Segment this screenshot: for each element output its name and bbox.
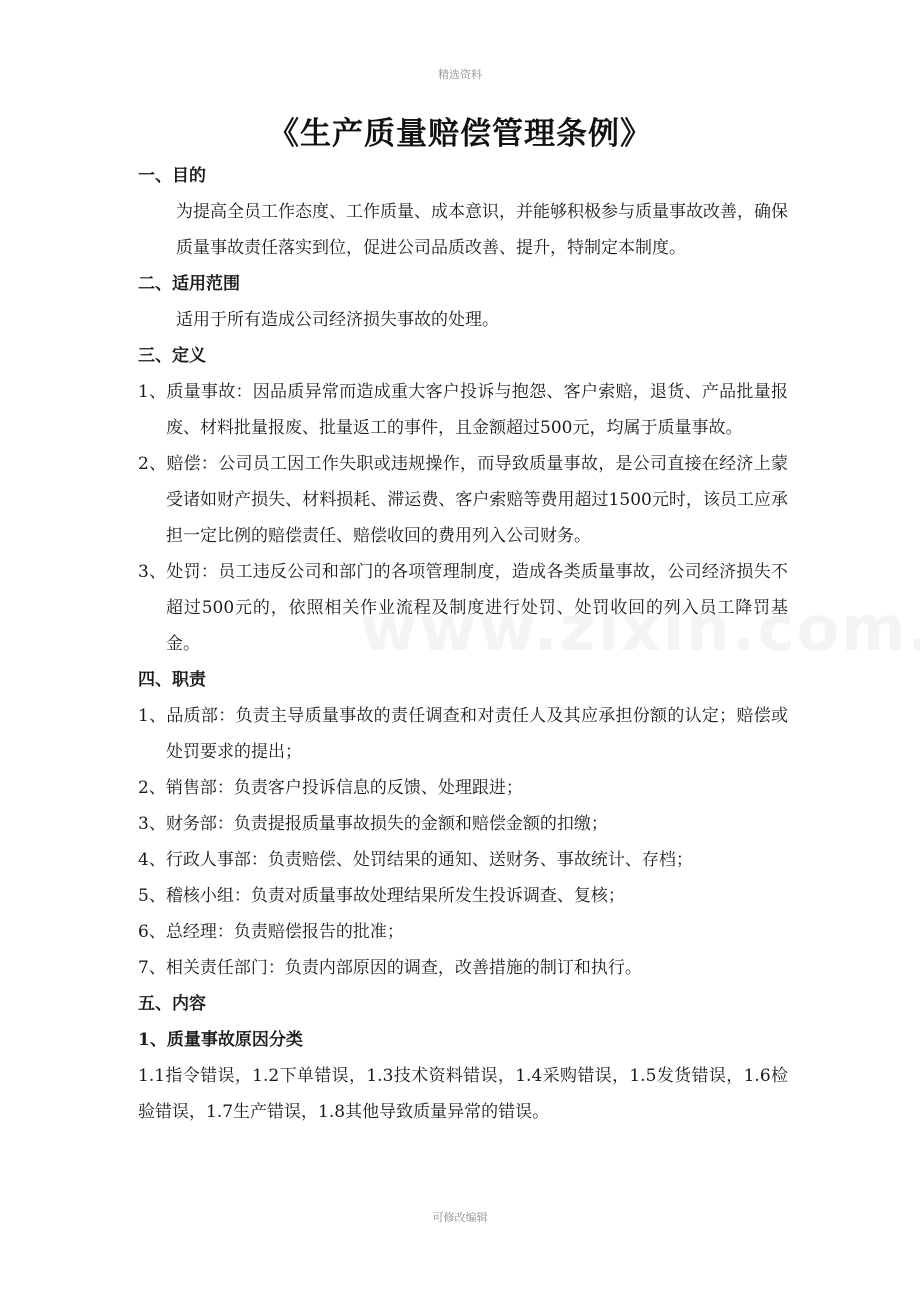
header-note: 精选资料: [438, 68, 482, 81]
section-paragraph-scope: 适用于所有造成公司经济损失事故的处理。: [176, 310, 499, 330]
subsection-heading-cause-classification: 1、质量事故原因分类: [138, 1030, 303, 1050]
section-paragraph-purpose: 为提高全员工作态度、工作质量、成本意识，并能够积极参与质量事故改善，确保质量事故责任落实到位，促进公司品质改善、提升，特制定本制度。: [176, 202, 788, 258]
document-body: [138, 158, 788, 1130]
section-heading-purpose: 一、目的: [138, 166, 206, 186]
responsibility-item: 7、相关责任部门：负责内部原因的调查，改善措施的制订和执行。: [138, 958, 642, 978]
responsibility-item: 1、品质部：负责主导质量事故的责任调查和对责任人及其应承担份额的认定；赔偿或处罚要求的提出；: [138, 706, 788, 762]
section-heading-content: 五、内容: [138, 994, 206, 1014]
footer-note: 可修改编辑: [432, 1211, 488, 1224]
responsibility-item: 2、销售部：负责客户投诉信息的反馈、处理跟进；: [138, 778, 523, 798]
definition-item: 1、质量事故：因品质异常而造成重大客户投诉与抱怨、客户索赔，退货、产品批量报废、材料批量报废、批量返工的事件，且金额超过500元，均属于质量事故。: [138, 382, 788, 438]
section-heading-definitions: 三、定义: [138, 346, 206, 366]
responsibility-item: 5、稽核小组：负责对质量事故处理结果所发生投诉调查、复核；: [138, 886, 625, 906]
definition-item: 2、赔偿：公司员工因工作失职或违规操作，而导致质量事故，是公司直接在经济上蒙受诸如财产损失、材料损耗、滞运费、客户索赔等费用超过1500元时，该员工应承担一定比例的赔偿责任、赔偿收回的费用列入公司财务。: [138, 454, 788, 546]
document-title: 《生产质量赔偿管理条例》: [268, 116, 652, 152]
section-paragraph-cause-classification: 1.1指令错误，1.2下单错误，1.3技术资料错误，1.4采购错误，1.5发货错误，1.6检验错误，1.7生产错误，1.8其他导致质量异常的错误。: [138, 1066, 788, 1122]
section-heading-responsibilities: 四、职责: [138, 670, 206, 690]
definition-item: 3、处罚：员工违反公司和部门的各项管理制度，造成各类质量事故，公司经济损失不超过500元的，依照相关作业流程及制度进行处罚、处罚收回的列入员工降罚基金。: [138, 562, 788, 654]
responsibility-item: 6、总经理：负责赔偿报告的批准；: [138, 922, 404, 942]
section-heading-scope: 二、适用范围: [138, 274, 240, 294]
responsibility-item: 3、财务部：负责提报质量事故损失的金额和赔偿金额的扣缴；: [138, 814, 608, 834]
responsibility-item: 4、行政人事部：负责赔偿、处罚结果的通知、送财务、事故统计、存档；: [138, 850, 693, 870]
